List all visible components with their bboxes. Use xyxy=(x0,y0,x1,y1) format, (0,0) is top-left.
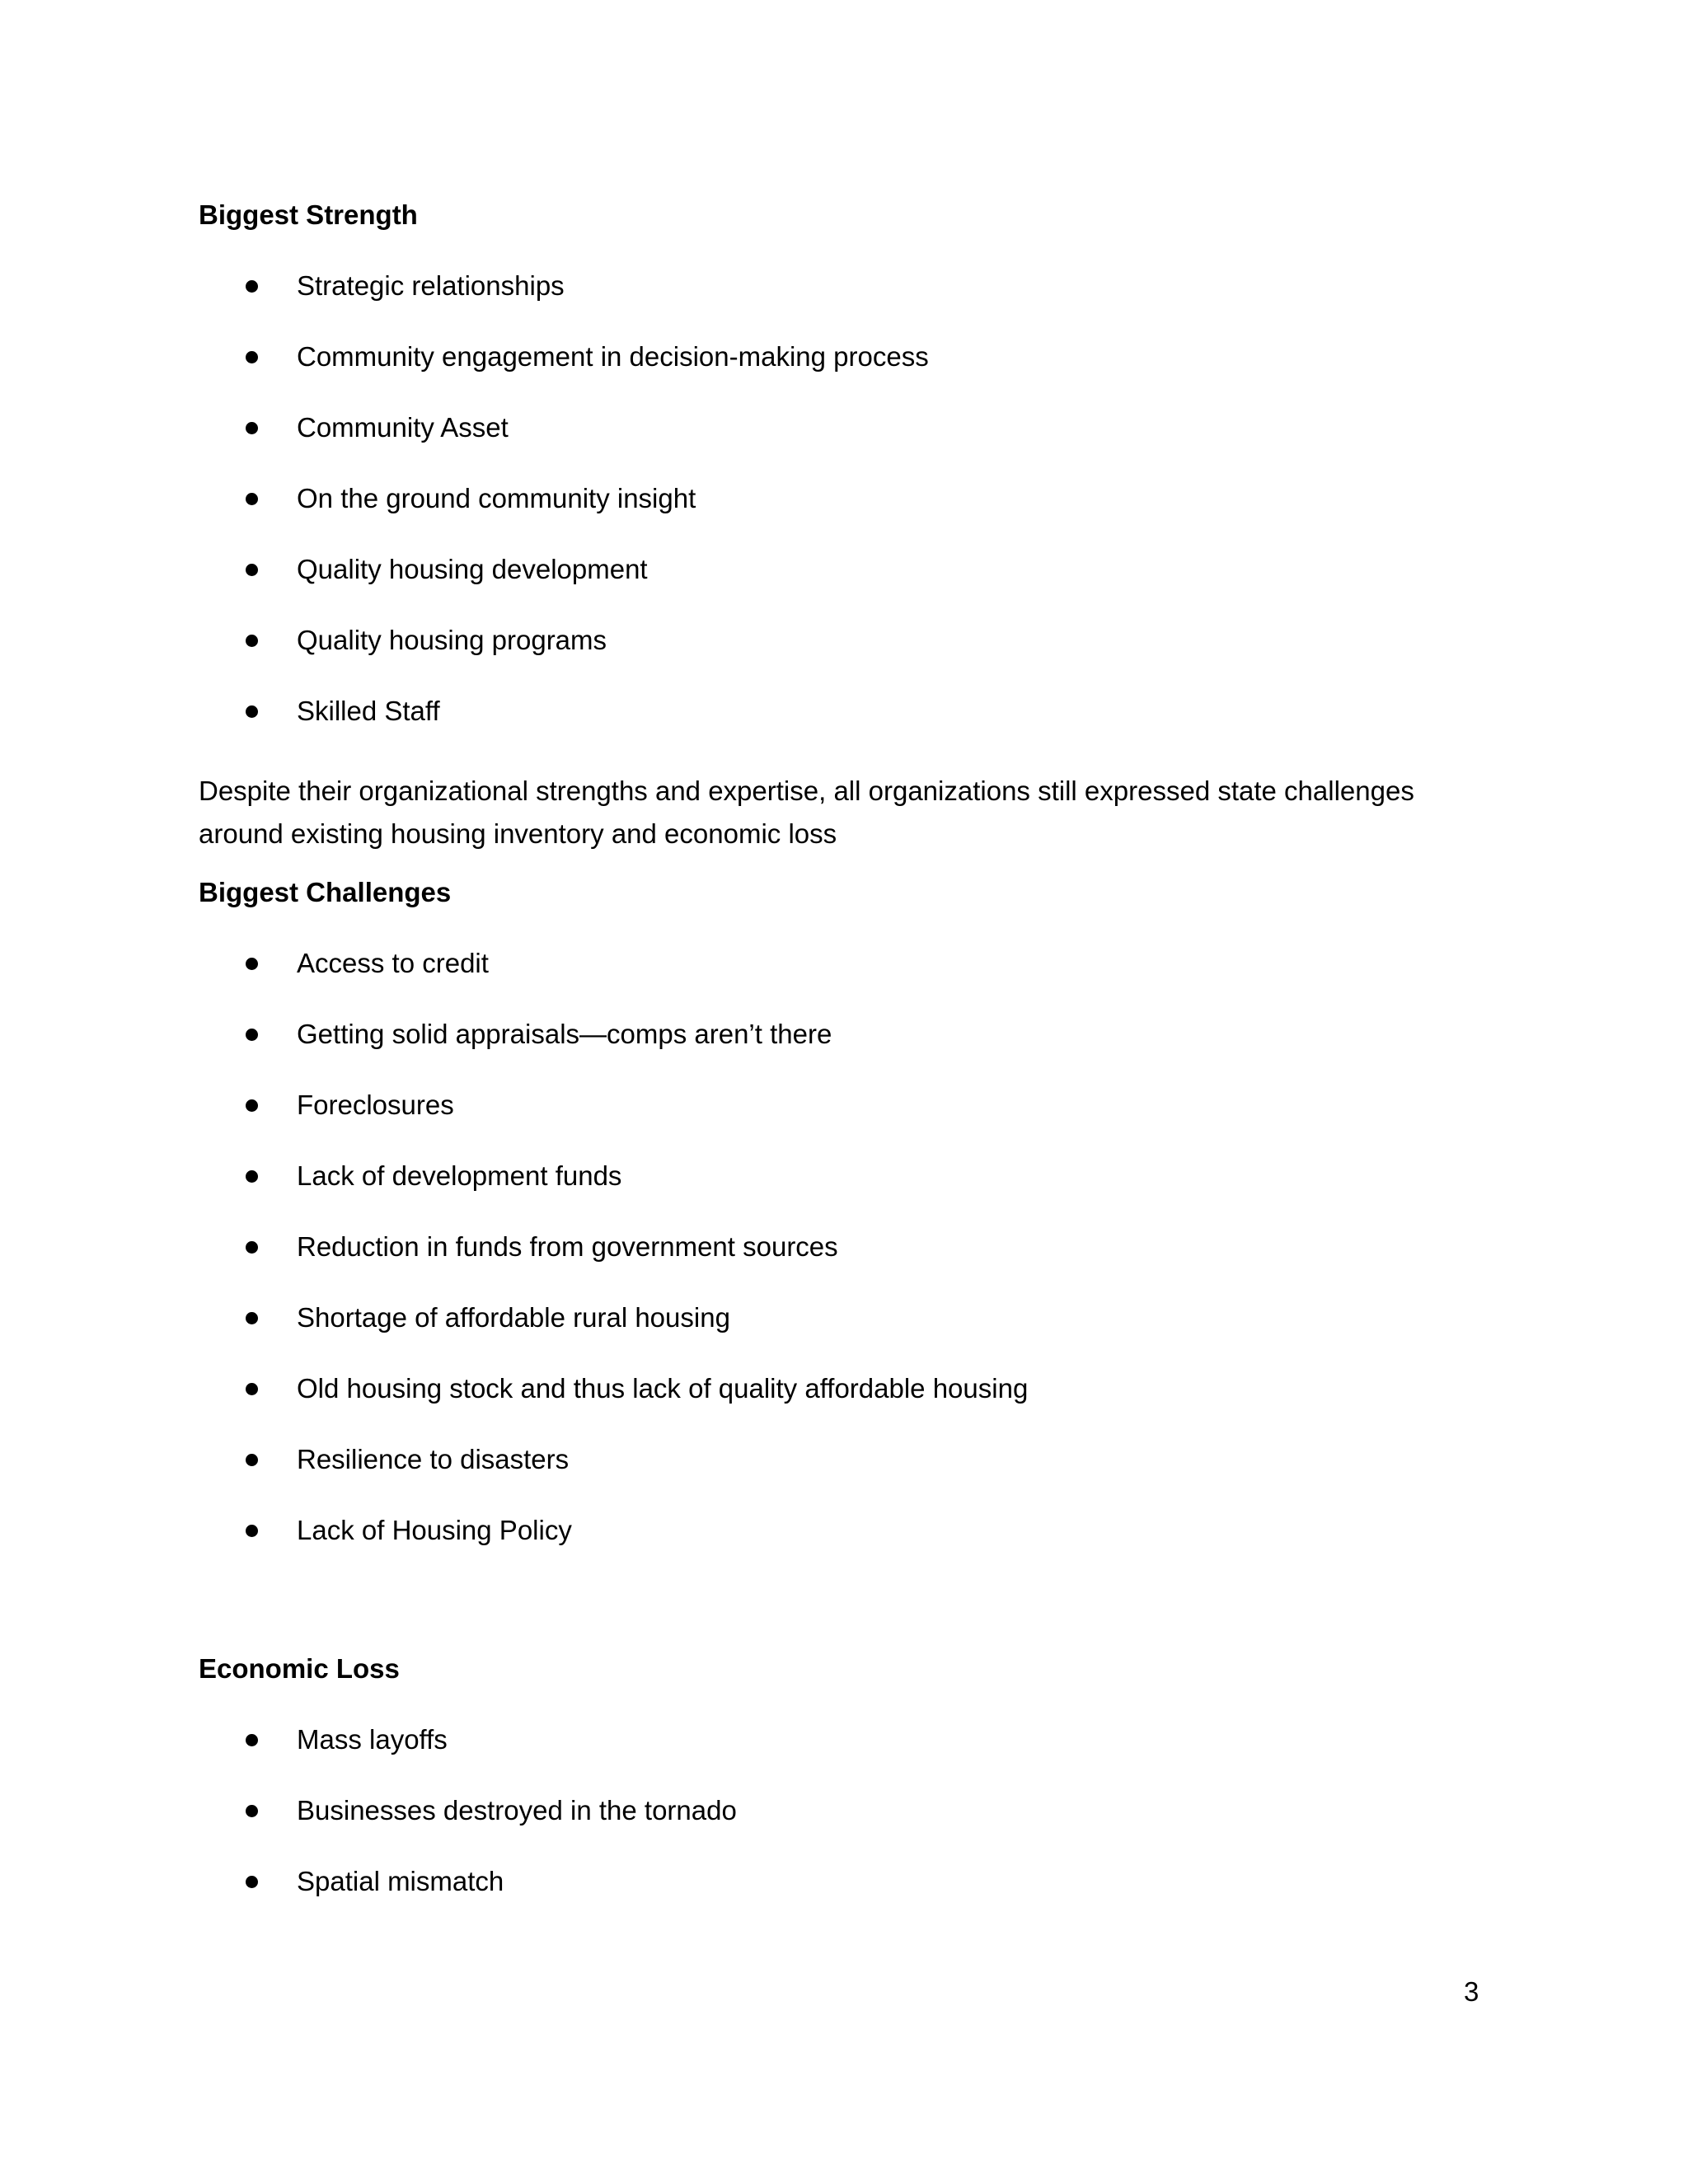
list-item-text: Businesses destroyed in the tornado xyxy=(297,1795,737,1825)
bullet-icon xyxy=(246,1734,258,1746)
list-item-text: Lack of Housing Policy xyxy=(297,1515,572,1545)
bullet-icon xyxy=(246,1241,258,1254)
bullet-icon xyxy=(246,1312,258,1324)
bullet-icon xyxy=(246,1170,258,1183)
list-item-text: Foreclosures xyxy=(297,1090,454,1120)
list-item-text: Strategic relationships xyxy=(297,270,565,301)
bullet-icon xyxy=(246,1454,258,1466)
bullet-icon xyxy=(246,351,258,363)
bullet-icon xyxy=(246,958,258,970)
list-item-text: Access to credit xyxy=(297,948,489,978)
bullet-icon xyxy=(246,493,258,505)
paragraph-line: around existing housing inventory and economic loss xyxy=(199,818,837,849)
section-heading-challenges: Biggest Challenges xyxy=(199,877,452,907)
bullet-icon xyxy=(246,635,258,647)
list-item-text: Spatial mismatch xyxy=(297,1866,504,1896)
list-item-text: Community Asset xyxy=(297,412,509,443)
list-item-text: Old housing stock and thus lack of quality affordable housing xyxy=(297,1373,1029,1404)
bullet-icon xyxy=(246,422,258,434)
list-item-text: Community engagement in decision-making process xyxy=(297,341,929,372)
summary-paragraph xyxy=(199,770,1484,855)
list-item-text: Shortage of affordable rural housing xyxy=(297,1302,730,1333)
list-item-text: Getting solid appraisals—comps aren’t there xyxy=(297,1019,832,1049)
bullet-icon xyxy=(246,280,258,293)
bullet-icon xyxy=(246,1383,258,1395)
list-item-text: Mass layoffs xyxy=(297,1724,448,1755)
section-heading-economic-loss: Economic Loss xyxy=(199,1653,400,1684)
list-item-text: Resilience to disasters xyxy=(297,1444,570,1474)
bullet-icon xyxy=(246,564,258,576)
list-item-text: Skilled Staff xyxy=(297,696,440,726)
bullet-icon xyxy=(246,1525,258,1537)
bullet-icon xyxy=(246,705,258,718)
list-item-text: Quality housing development xyxy=(297,554,648,584)
list-item-text: Lack of development funds xyxy=(297,1160,622,1191)
list-item-text: Quality housing programs xyxy=(297,625,607,655)
list-item-text: On the ground community insight xyxy=(297,483,696,513)
bullet-icon xyxy=(246,1099,258,1112)
bullet-icon xyxy=(246,1876,258,1888)
list-item-text: Reduction in funds from government sources xyxy=(297,1231,838,1262)
paragraph-line: Despite their organizational strengths and expertise, all organizations still expressed state challenges xyxy=(199,776,1414,806)
section-heading-strength: Biggest Strength xyxy=(199,199,418,230)
page-number: 3 xyxy=(1464,1976,1479,2007)
bullet-icon xyxy=(246,1805,258,1817)
bullet-icon xyxy=(246,1029,258,1041)
